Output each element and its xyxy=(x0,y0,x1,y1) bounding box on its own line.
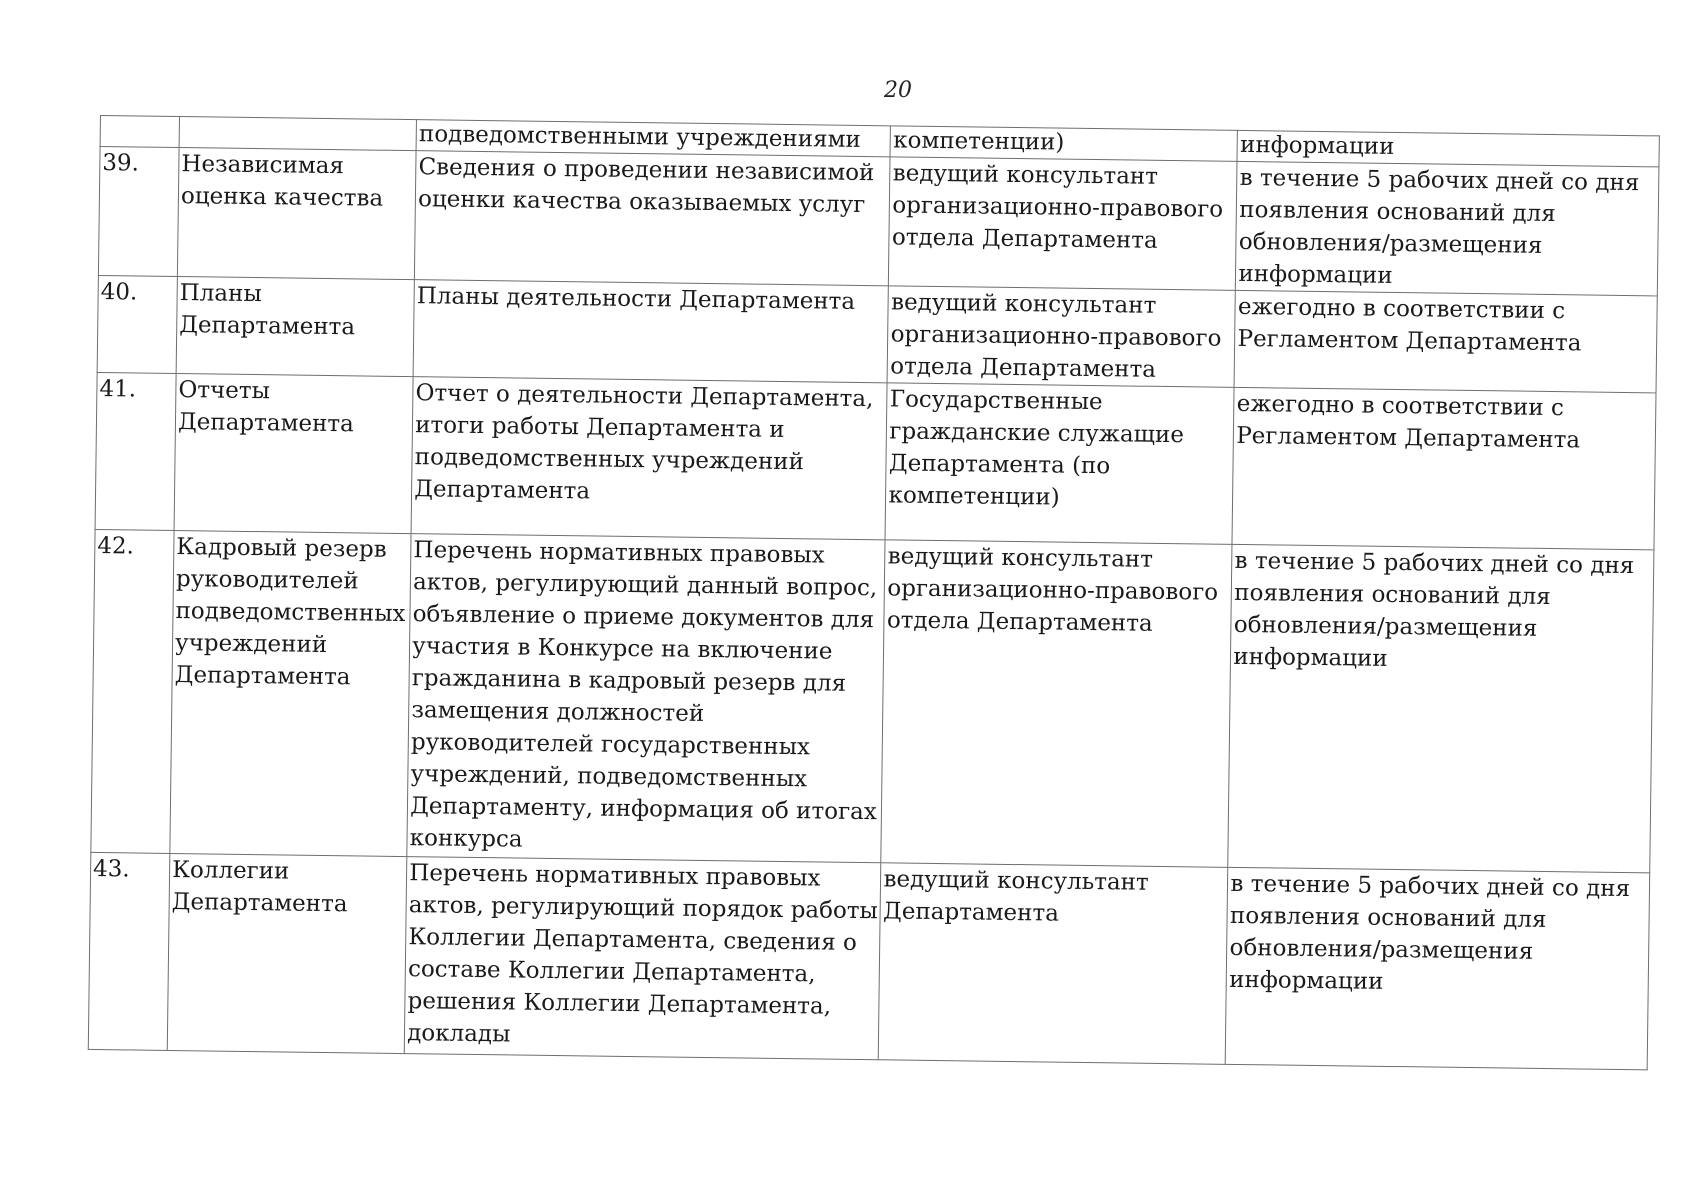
table-row xyxy=(98,147,1659,296)
table-row xyxy=(88,852,1649,1069)
row-number: 43. xyxy=(88,852,170,1050)
update-deadline: в течение 5 рабочих дней со дня появления оснований для обновления/размещения информации xyxy=(1236,161,1659,296)
cell-deadline: информации xyxy=(1237,130,1659,167)
information-table xyxy=(88,115,1660,1070)
info-description: Перечень нормативных правовых актов, регулирующий порядок работы Коллегии Департамента, сведения о составе Коллегии Департамента, решения Коллегии Департамента, доклады xyxy=(404,857,881,1060)
section-name: Независимая оценка качества xyxy=(177,148,416,280)
info-description: Отчет о деятельности Департамента, итоги работы Департамента и подведомственных учреждений Департамента xyxy=(411,377,887,540)
update-deadline: в течение 5 рабочих дней со дня появления оснований для обновления/размещения информации xyxy=(1228,544,1654,872)
responsible-person: ведущий консультант организационно-правового отдела Департамента xyxy=(888,286,1236,388)
cell-num-empty xyxy=(100,116,179,148)
row-number: 40. xyxy=(97,275,177,373)
row-number: 42. xyxy=(91,529,174,853)
table-row xyxy=(95,372,1656,549)
section-name: Кадровый резерв руководителей подведомственных учреждений Департамента xyxy=(170,531,411,857)
page-number: 20 xyxy=(884,78,912,103)
row-number: 41. xyxy=(95,372,176,530)
update-deadline: ежегодно в соответствии с Регламентом Департамента xyxy=(1234,290,1657,393)
info-description: Сведения о проведении независимой оценки качества оказываемых услуг xyxy=(415,151,891,286)
table-row xyxy=(91,529,1654,872)
section-name: Отчеты Департамента xyxy=(174,374,413,534)
cell-responsible: компетенции) xyxy=(890,126,1237,162)
cell-description: подведомственными учреждениями xyxy=(416,120,891,157)
responsible-person: ведущий консультант организационно-правового отдела Департамента xyxy=(881,540,1232,868)
info-description: Планы деятельности Департамента xyxy=(413,280,889,383)
info-description: Перечень нормативных правовых актов, регулирующий данный вопрос, объявление о приеме документов для участия в Конкурсе на включение гражданина в кадровый резерв для замещения должностей руководителей государственных учреждений, подведомственных Департаменту, информация об итогах конкурса xyxy=(407,534,885,863)
responsible-person: ведущий консультант организационно-правового отдела Департамента xyxy=(889,157,1238,291)
document-table-wrapper xyxy=(88,115,1660,1070)
responsible-person: ведущий консультант Департамента xyxy=(879,863,1228,1065)
update-deadline: в течение 5 рабочих дней со дня появления оснований для обновления/размещения информации xyxy=(1226,867,1650,1070)
update-deadline: ежегодно в соответствии с Регламентом Департамента xyxy=(1232,387,1656,550)
section-name: Планы Департамента xyxy=(176,277,414,377)
row-number: 39. xyxy=(98,147,179,277)
section-name: Коллегии Департамента xyxy=(167,853,407,1053)
responsible-person: Государственные гражданские служащие Департамента (по компетенции) xyxy=(885,383,1234,545)
cell-section-empty xyxy=(179,117,417,151)
